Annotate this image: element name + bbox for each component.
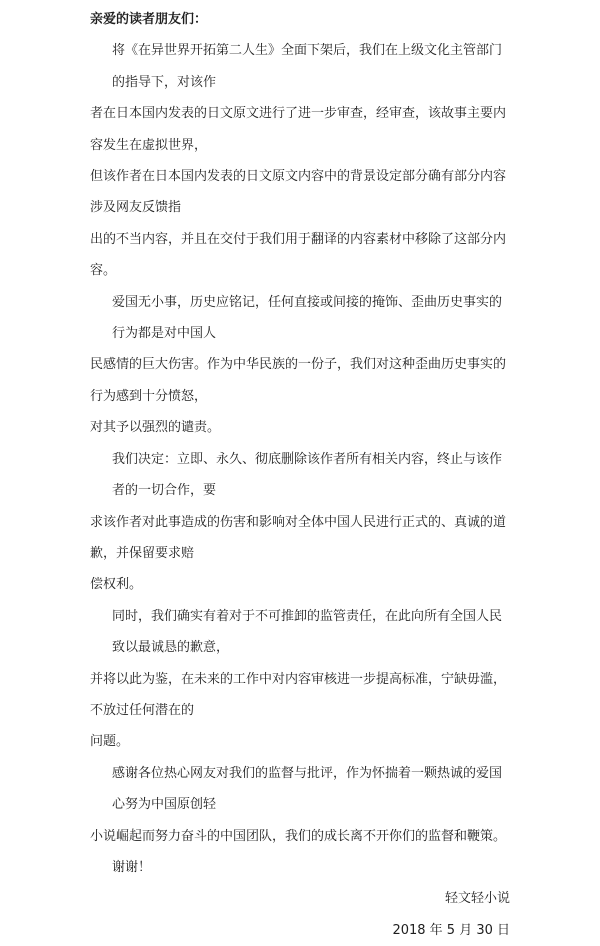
paragraph-line: 并将以此为鉴，在未来的工作中对内容审核进一步提高标准，宁缺毋滥，不放过任何潜在的 [90,671,507,718]
paragraph-line: 我们决定：立即、永久、彻底删除该作者所有相关内容，终止与该作者的一切合作，要 [112,451,503,499]
paragraph [90,444,510,601]
paragraph-line: 爱国无小事，历史应铭记，任何直接或间接的掩饰、歪曲历史事实的行为都是对中国人 [112,294,503,342]
paragraph-line: 但该作者在日本国内发表的日文原文内容中的背景设定部分确有部分内容涉及网友反馈指 [90,169,507,216]
date: 2018 年 5 月 30 日 [392,922,510,938]
letter-body [90,35,510,852]
paragraph [90,287,510,444]
paragraph-line: 对其予以强烈的谴责。 [90,420,221,436]
salutation: 亲爱的读者朋友们： [90,12,208,27]
paragraph-line: 将《在异世界开拓第二人生》全面下架后，我们在上级文化主管部门的指导下，对该作 [112,43,503,90]
paragraph-line: 小说崛起而努力奋斗的中国团队，我们的成长离不开你们的监督和鞭策。 [90,828,507,844]
paragraph-line: 出的不当内容，并且在交付于我们用于翻译的内容素材中移除了这部分内容。 [90,231,507,279]
paragraph-line: 者在日本国内发表的日文原文进行了进一步审查，经审查，该故事主要内容发生在虚拟世界， [90,106,507,153]
paragraph [90,758,510,852]
paragraph [90,601,510,758]
paragraph-line: 偿权利。 [90,577,143,593]
paragraph-line: 民感情的巨大伤害。作为中华民族的一份子，我们对这种歪曲历史事实的行为感到十分愤怒， [90,357,507,404]
paragraph [90,35,510,286]
paragraph-line: 求该作者对此事造成的伤害和影响对全体中国人民进行正式的、真诚的道歉，并保留要求赔 [90,514,507,561]
paragraph-line: 感谢各位热心网友对我们的监督与批评，作为怀揣着一颗热诚的爱国心努为中国原创轻 [112,765,503,813]
closing: 谢谢！ [112,859,152,875]
letter [90,4,510,946]
paragraph-line: 同时，我们确实有着对于不可推卸的监管责任，在此向所有全国人民致以最诚恳的歉意， [112,608,503,656]
paragraph-line: 问题。 [90,734,130,750]
signature: 轻文轻小说 [444,891,510,907]
